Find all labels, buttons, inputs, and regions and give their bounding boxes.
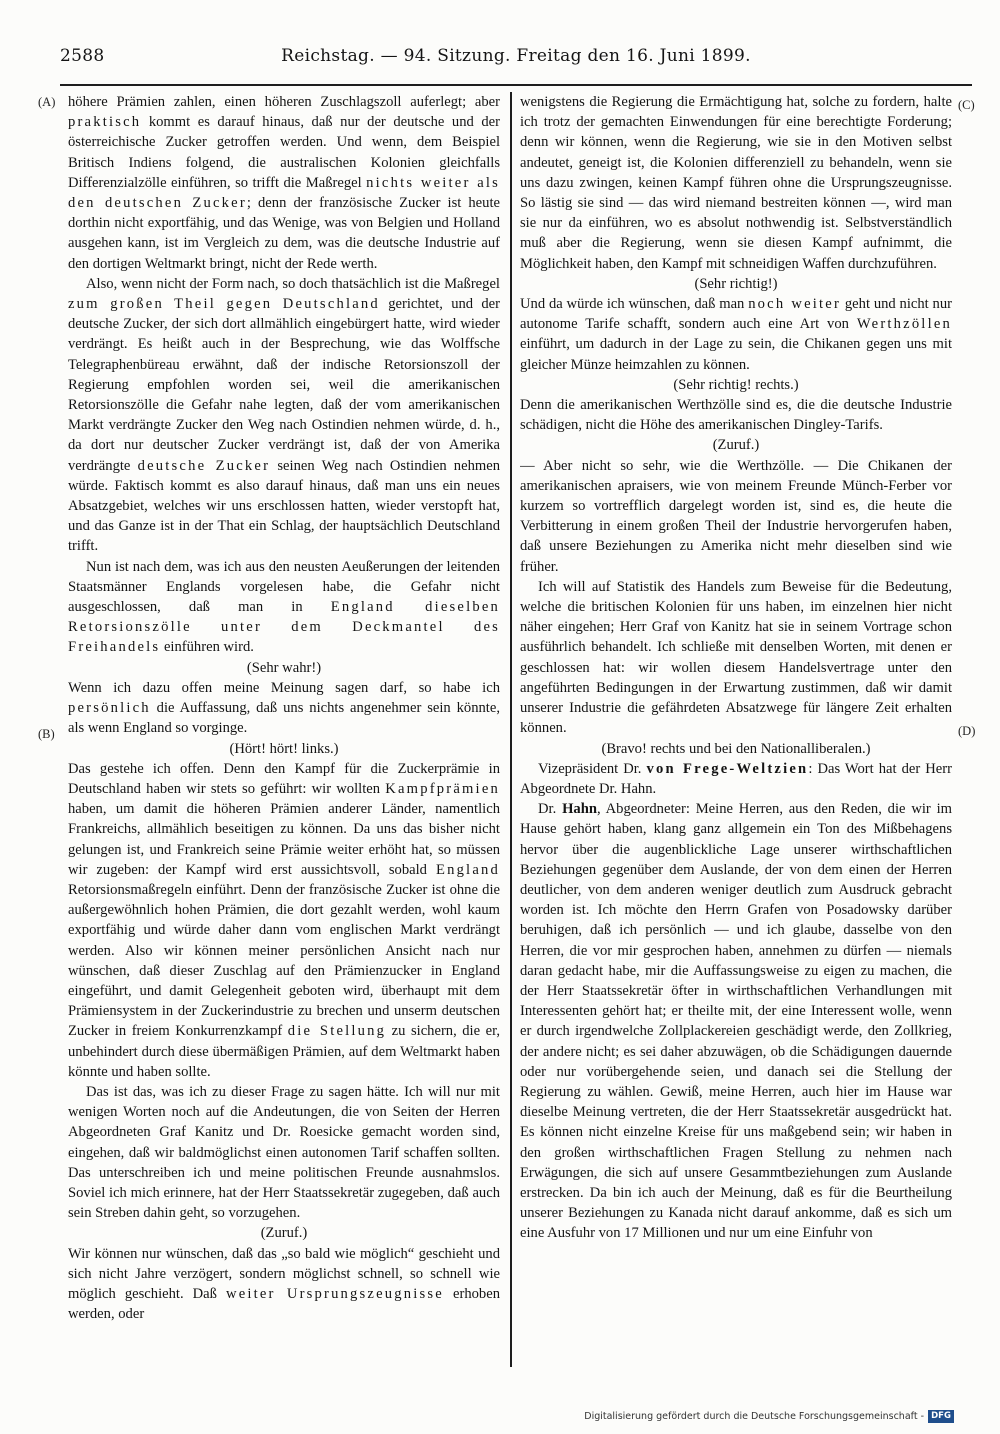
dfg-logo: DFG	[928, 1410, 954, 1423]
page-number: 2588	[60, 46, 105, 66]
margin-mark-b: (B)	[38, 727, 55, 741]
paragraph: Also, wenn nicht der Form nach, so doch thatsächlich ist die Maßregel zum großen Theil gegen Deutschland gerichtet, und der deutsche Zucker, der sich dort allmählich eingebürgert hatte, wird wieder verdrängt. Es heißt auch in der Besprechung, wie das Wolffsche Telegraphenbüreau erwähnt, daß der indische Retorsionszoll der Regierung empfohlen worden sei, weil die amerikanischen Retorsionszölle die Gefahr nahe legten, daß der vom amerikanischen Markt verdrängte Zucker den Weg nach Ostindien nehmen würde, d. h., da dort nur deutscher Zucker verdrängt ist, daß der von Amerika verdrängte deutsche Zucker seinen Weg nach Ostindien nehmen würde. Faktisch kommt es also darauf hinaus, daß man uns ein neues Absatzgebiet, welches wir uns erschlossen hatten, wieder verstopft hat, und das Ganze ist in der That ein Schlag, der hauptsächlich Deutschland trifft.	[68, 275, 500, 555]
left-column	[68, 92, 500, 1382]
interjection: (Sehr richtig!)	[694, 275, 778, 292]
paragraph: Und da würde ich wünschen, daß man noch weiter geht und nicht nur autonome Tarife schafft, sondern auch eine Art von Werthzöllen einführt, um dadurch in der Lage zu sein, die Chikanen gegen uns mit gleicher Münze heimzahlen zu können.	[520, 296, 952, 373]
interjection: (Bravo! rechts und bei den Nationalliberalen.)	[601, 740, 871, 757]
paragraph: wenigstens die Regierung die Ermächtigung hat, solche zu fordern, halte ich trotz der gemachten Einwendungen für eine berechtigte Forderung; denn wir können, wenn die Regierung, wie sie in den Motiven selbst andeutet, geneigt ist, die Kolonien differenziell zu behandeln, wenn sie uns dazu zwingen, keinen Kampf führen ohne die Ursprungszeugnisse. So lästig sie sind — das wird niemand bestreiten können —, wird man sie nur da einführen, wo es absolut nothwendig ist. Selbstverständlich muß aber die Regierung, wenn sie diesen Kampf aufnimmt, die Möglichkeit haben, den Kampf mit schneidigen Waffen durchzuführen.	[520, 94, 952, 272]
interjection: (Sehr wahr!)	[246, 659, 322, 676]
paragraph: Wenn ich dazu offen meine Meinung sagen darf, so habe ich persönlich die Auffassung, daß uns nichts angenehmer sein könnte, als wenn England so vorginge.	[68, 679, 500, 737]
footer-text: Digitalisierung gefördert durch die Deutsche Forschungsgemeinschaft -	[584, 1410, 924, 1422]
paragraph: Das ist das, was ich zu dieser Frage zu sagen hätte. Ich will nur mit wenigen Worten noch auf die Andeutungen, die von Seiten der Herren Abgeordneten Graf Kanitz und Dr. Roesicke gemacht worden sind, eingehen, daß wir baldmöglichst einen autonomen Tarif schaffen sollten. Das unterschreiben ich und meine politischen Freunde ausnahmslos. Soviel ich mich erinnere, hat der Herr Staatssekretär zugegeben, daß auch sein Streben dahin geht, so vorzugehen.	[68, 1083, 500, 1222]
header-title: Reichstag. — 94. Sitzung. Freitag den 16. Juni 1899.	[281, 46, 751, 66]
paragraph: Denn die amerikanischen Werthzölle sind es, die die deutsche Industrie schädigen, nicht die Höhe des amerikanischen Dingley-Tarifs.	[520, 397, 952, 434]
margin-mark-d: (D)	[958, 724, 976, 738]
margin-mark-c: (C)	[958, 98, 975, 112]
paragraph: Dr. Hahn, Abgeordneter: Meine Herren, aus den Reden, die wir im Hause gehört haben, klang ganz allgemein ein Ton des Mißbehagens hervor über die augenblickliche Lage unserer wirthschaftlichen Beziehungen gegenüber dem Auslande, der von dem einen der Herren deutlicher, von dem anderen weniger deutlich zum Ausdruck gebracht worden ist. Ich möchte den Herrn Grafen von Posadowsky darüber beruhigen, daß ich persönlich — und ich glaube, dasselbe von den Herren, die vor mir gesprochen haben, annehmen zu dürfen — niemals daran gedacht habe, mir die Auffassungsweise zu eigen zu machen, die der Herr Staatssekretär öfter in wirthschaftlichen Verhandlungen mit Interessenten gehört hat; er theilte mit, der eine Interessent wolle, wenn er durch irgendwelche Zollplackereien geschädigt werde, den Zollkrieg, der andere nicht; es sei daher abzuwägen, ob die Schädigungen dauernde oder nur vorübergehende seien, und danach sei die Stellung der Regierung zu wählen. Gewiß, meine Herren, auch hier im Hause war dieselbe Meinung vertreten, die der Herr Staatssekretär ausgedrückt hat. Es können nicht einzelne Kreise für uns maßgebend sein; wir haben in den großen wirthschaftlichen Fragen Stellung zu nehmen nach Erwägungen, die sich auf unsere Gesammtbeziehungen zum Auslande erstrecken. Da bin ich auch der Meinung, daß es für die Beurtheilung unserer Beziehungen zu Kanada nicht darauf ankomme, daß es sich um eine Ausfuhr von 17 Millionen und nur um eine Einfuhr von	[520, 801, 952, 1242]
header-rule	[60, 84, 972, 86]
paragraph: Vizepräsident Dr. von Frege-Weltzien: Das Wort hat der Herr Abgeordnete Dr. Hahn.	[520, 760, 952, 797]
speaker-name: Hahn	[562, 801, 597, 818]
column-divider	[510, 92, 512, 1367]
paragraph: Wir können nur wünschen, daß das „so bald wie möglich“ geschieht und sich nicht Jahre verzögert, sondern möglichst schnell, so schnell wie möglich geschieht. Daß weiter Ursprungszeugnisse erhoben werden, oder	[68, 1245, 500, 1323]
interjection: (Zuruf.)	[260, 1225, 308, 1242]
right-column	[520, 92, 952, 1382]
paragraph: Nun ist nach dem, was ich aus den neusten Aeußerungen der leitenden Staatsmänner Englands vorgelesen habe, die Gefahr nicht ausgeschlossen, daß man in England dieselben Retorsionszölle unter dem Deckmantel des Freihandels einführen wird.	[68, 558, 500, 656]
interjection: (Sehr richtig! rechts.)	[673, 376, 799, 393]
speaker-name: von Frege-Weltzien	[646, 760, 809, 777]
paragraph: Das gestehe ich offen. Denn den Kampf für die Zuckerprämie in Deutschland haben wir stets so geführt: wir wollten Kampfprämien haben, um damit die höheren Prämien anderer Länder, namentlich Frankreichs, allmählich beseitigen zu können. Da uns das bisher nicht gelungen ist, und Frankreich seine Prämie weiter erhöht hat, so müssen wir zugeben: der Kampf wird erst aussichtsvoll, sobald England Retorsionsmaßregeln einführt. Denn der französische Zucker ist ohne die außergewöhnlich hohen Prämien, die dort gezahlt werden, wohl kaum exportfähig und würde daher dann vom englischen Markt verdrängt werden. Also wir können meiner persönlichen Ansicht nach nur wünschen, daß dieser Zuschlag auf den Prämienzucker in England eingeführt, und damit Gelegenheit geboten wird, überhaupt mit dem Prämiensystem in der Zuckerindustrie zu brechen und unserm deutschen Zucker in freiem Konkurrenzkampf die Stellung zu sichern, die er, unbehindert durch diese übermäßigen Prämien, auf dem Weltmarkt haben könnte und haben sollte.	[68, 760, 500, 1080]
margin-mark-a: (A)	[38, 95, 56, 109]
paragraph: Ich will auf Statistik des Handels zum Beweise für die Bedeutung, welche die britischen Kolonien für uns haben, im einzelnen hier nicht näher eingehen; Herr Graf von Kanitz hat sie in seinem Vortrage schon ausführlich behandelt. Ich schließe mit denselben Worten, mit denen er geschlossen hat: wir wollen diesem Handelsvertrage unter den angeführten Bedingungen in der Erwartung zustimmen, daß wir damit unserer Industrie die gefährdeten Absatzwege für längere Zeit erhalten können.	[520, 578, 952, 737]
interjection: (Hört! hört! links.)	[229, 740, 339, 757]
footer-credit	[584, 1408, 954, 1424]
interjection: (Zuruf.)	[712, 437, 760, 454]
page-header	[60, 46, 972, 72]
paragraph: höhere Prämien zahlen, einen höheren Zuschlagszoll auferlegt; aber praktisch kommt es darauf hinaus, daß nur der deutsche und der österreichische Zucker getroffen werden. Und wenn, dem Beispiel Britisch Indiens folgend, die australischen Kolonien gleichfalls Differenzialzölle einführen, so trifft die Maßregel nichts weiter als den deutschen Zucker; denn der französische Zucker ist heute dorthin nicht exportfähig, und das Wenige, was von Belgien und Holland ausgehen kann, ist im Vergleich zu dem, was die deutsche Industrie auf den dortigen Weltmarkt bringt, nicht der Rede werth.	[68, 94, 500, 272]
paragraph: — Aber nicht so sehr, wie die Werthzölle. — Die Chikanen der amerikanischen apraisers, wie von meinem Freunde Münch-Ferber vor kurzem so vortrefflich dargelegt worden ist, sind es, die heute die Verbitterung in einem großen Theil der Industrie hervorgerufen haben, daß unsere Beziehungen zu Amerika nicht mehr dieselben sind wie früher.	[520, 457, 952, 575]
